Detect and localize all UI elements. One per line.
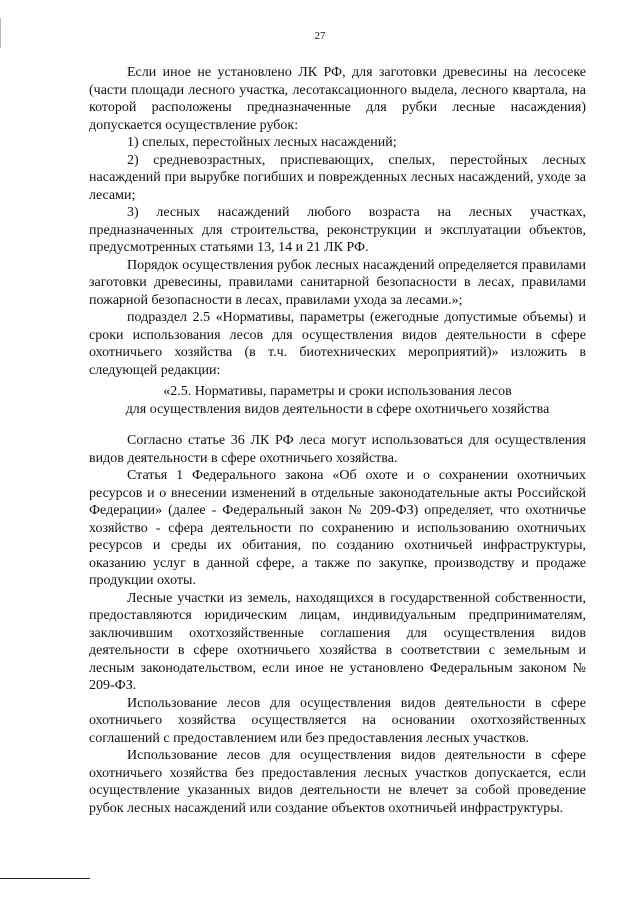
paragraph-forest-use-without-plots: Использование лесов для осуществления видов деятельности в сфере охотничьего хозяйства без предоставления лесных участков допускается, если осуществление указанных видов деятельности не влечет за собой проведение рубок лесных насаждений или создание объектов охотничьей инфраструктуры. [89, 748, 586, 816]
list-item-1: 1) спелых, перестойных лесных насаждений; [127, 135, 397, 150]
section-heading-line-1: «2.5. Нормативы, параметры и сроки использования лесов [163, 384, 512, 399]
list-item-2: 2) средневозрастных, приспевающих, спелых, перестойных лесных насаждений при вырубке погибших и поврежденных лесных насаждений, уходе за лесами; [89, 152, 586, 203]
paragraph-cutting-procedure: Порядок осуществления рубок лесных насаждений определяется правилами заготовки древесины, правилами санитарной безопасности в лесах, правилами пожарной безопасности в лесах, правилами ухода за лесами.»; [89, 257, 586, 308]
paragraph-forest-plots: Лесные участки из земель, находящихся в государственной собственности, предоставляются юридическим лицам, индивидуальным предпринимателям, заключившим охотхозяйственные соглашения для осуществления видов деятельности в сфере охотничьего хозяйства в соответствии с земельным и лесным законодательством, если иное не установлено Федеральным законом № 209-ФЗ. [89, 590, 586, 693]
paragraph-subsection-amendment: подраздел 2.5 «Нормативы, параметры (ежегодные допустимые объемы) и сроки использования лесов для осуществления видов деятельности в сфере охотничьего хозяйства (в т.ч. биотехнических мероприятий)» изложить в следующей редакции: [89, 310, 586, 378]
footnote-divider [0, 878, 90, 879]
list-item-3: 3) лесных насаждений любого возраста на лесных участках, предназначенных для строительства, реконструкции и эксплуатации объектов, предусмотренных статьями 13, 14 и 21 ЛК РФ. [89, 205, 586, 255]
document-body [89, 64, 586, 817]
page-number: 27 [314, 30, 326, 42]
paragraph-article-36: Согласно статье 36 ЛК РФ леса могут использоваться для осуществления видов деятельности в сфере охотничьего хозяйства. [89, 433, 586, 466]
spacer [89, 418, 586, 432]
paragraph-forest-use-agreements: Использование лесов для осуществления видов деятельности в сфере охотничьего хозяйства осуществляется на основании охотхозяйственных соглашений с предоставлением или без предоставления лесных участков. [89, 695, 586, 746]
section-heading-line-2: для осуществления видов деятельности в сфере охотничьего хозяйства [125, 401, 550, 417]
paragraph-federal-law: Статья 1 Федерального закона «Об охоте и о сохранении охотничьих ресурсов и о внесении изменений в отдельные законодательные акты Российской Федерации» (далее - Федеральный закон № 209-ФЗ) определяет, что охотничье хозяйство - сфера деятельности по сохранению и использованию охотничьих ресурсов и среды их обитания, по созданию охотничьей инфраструктуры, оказанию услуг в данной сфере, а также по закупке, производству и продаже продукции охоты. [89, 468, 586, 588]
paragraph-allowed-cuttings: Если иное не установлено ЛК РФ, для заготовки древесины на лесосеке (части площади лесного участка, лесотаксационного выдела, лесного квартала, на которой расположены предназначенные для рубки лесные насаждения) допускается осуществление рубок: [89, 65, 586, 133]
